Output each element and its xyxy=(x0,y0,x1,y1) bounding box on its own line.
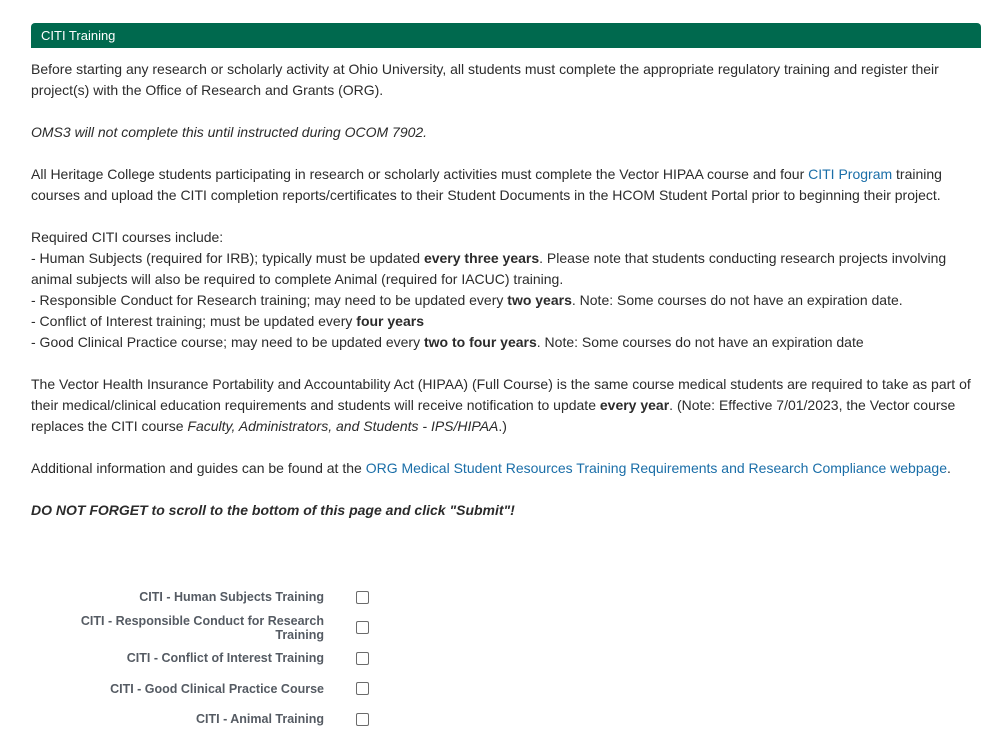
checklist-label: CITI - Animal Training xyxy=(195,712,324,727)
requirements-text-b: training courses and upload the CITI completion reports/certificates to their Student Documents in the HCOM Student Portal prior to beginning their project. xyxy=(31,166,942,203)
submit-warning xyxy=(31,500,981,521)
course-human-subjects-b: . Please note that students conducting research projects involving animal subjects will also be required to complete Animal (required for IACUC) training. xyxy=(31,250,947,287)
course-human-subjects-bold: every three years xyxy=(423,250,540,266)
course-rcr-a: - Responsible Conduct for Research training; may need to be updated every xyxy=(31,292,508,308)
citi-program-link[interactable]: CITI Program xyxy=(808,166,893,182)
required-courses xyxy=(31,227,981,353)
checkbox-animal[interactable] xyxy=(356,713,369,726)
hipaa-text-b: . (Note: Effective 7/01/2023, the Vector course replaces the CITI course xyxy=(31,397,956,434)
hipaa-text-c: .) xyxy=(498,418,507,434)
hipaa-bold: every year xyxy=(599,397,670,413)
required-courses-intro: Required CITI courses include: xyxy=(31,229,224,245)
checkbox-human-subjects[interactable] xyxy=(356,591,369,604)
checklist-row-animal xyxy=(31,704,431,735)
checkbox-gcp[interactable] xyxy=(356,682,369,695)
oms3-note xyxy=(31,122,981,143)
org-resources-link[interactable]: ORG Medical Student Resources Training Requirements and Research Compliance webpage xyxy=(365,460,947,476)
section-header xyxy=(31,23,981,48)
section-content xyxy=(31,48,981,521)
hipaa-text-a: The Vector Health Insurance Portability and Accountability Act (HIPAA) (Full Course) is the same course medical students are required to take as part of their medical/clinical education requirements and students will receive notification to update xyxy=(31,376,971,413)
intro-text: Before starting any research or scholarly activity at Ohio University, all students must complete the appropriate regulatory training and register their project(s) with the Office of Research and Grants (ORG). xyxy=(31,61,939,98)
hipaa-italic: Faculty, Administrators, and Students - IPS/HIPAA xyxy=(187,418,499,434)
checklist-label: CITI - Conflict of Interest Training xyxy=(126,651,324,666)
requirements-text-a: All Heritage College students participating in research or scholarly activities must complete the Vector HIPAA course and four xyxy=(31,166,809,182)
hipaa-paragraph xyxy=(31,374,981,437)
course-rcr-bold: two years xyxy=(507,292,572,308)
checkbox-coi[interactable] xyxy=(356,652,369,665)
requirements-paragraph xyxy=(31,164,981,206)
checklist-label: CITI - Responsible Conduct for Research Training xyxy=(80,613,324,642)
course-rcr-b: . Note: Some courses do not have an expiration date. xyxy=(571,292,903,308)
checkbox-rcr[interactable] xyxy=(356,621,369,634)
section-title: CITI Training xyxy=(41,28,116,43)
checklist-row-gcp xyxy=(31,674,431,705)
training-checklist xyxy=(31,582,431,735)
resources-paragraph xyxy=(31,458,981,479)
course-gcp-b: . Note: Some courses do not have an expiration date xyxy=(536,334,864,350)
checklist-row-rcr xyxy=(31,613,431,644)
citi-training-section xyxy=(31,23,981,542)
submit-warning-text: DO NOT FORGET to scroll to the bottom of this page and click "Submit"! xyxy=(31,502,515,518)
resources-text-a: Additional information and guides can be found at the xyxy=(31,460,366,476)
course-gcp-bold: two to four years xyxy=(423,334,537,350)
checklist-label: CITI - Human Subjects Training xyxy=(139,590,324,605)
resources-text-b: . xyxy=(947,460,951,476)
course-human-subjects-a: - Human Subjects (required for IRB); typically must be updated xyxy=(31,250,424,266)
intro-paragraph xyxy=(31,59,981,101)
checklist-row-coi xyxy=(31,643,431,674)
course-coi-bold: four years xyxy=(356,313,424,329)
checklist-label: CITI - Good Clinical Practice Course xyxy=(110,681,324,696)
oms3-note-text: OMS3 will not complete this until instructed during OCOM 7902. xyxy=(31,124,428,140)
checklist-row-human-subjects xyxy=(31,582,431,613)
course-gcp-a: - Good Clinical Practice course; may need to be updated every xyxy=(31,334,424,350)
course-coi-a: - Conflict of Interest training; must be updated every xyxy=(31,313,357,329)
